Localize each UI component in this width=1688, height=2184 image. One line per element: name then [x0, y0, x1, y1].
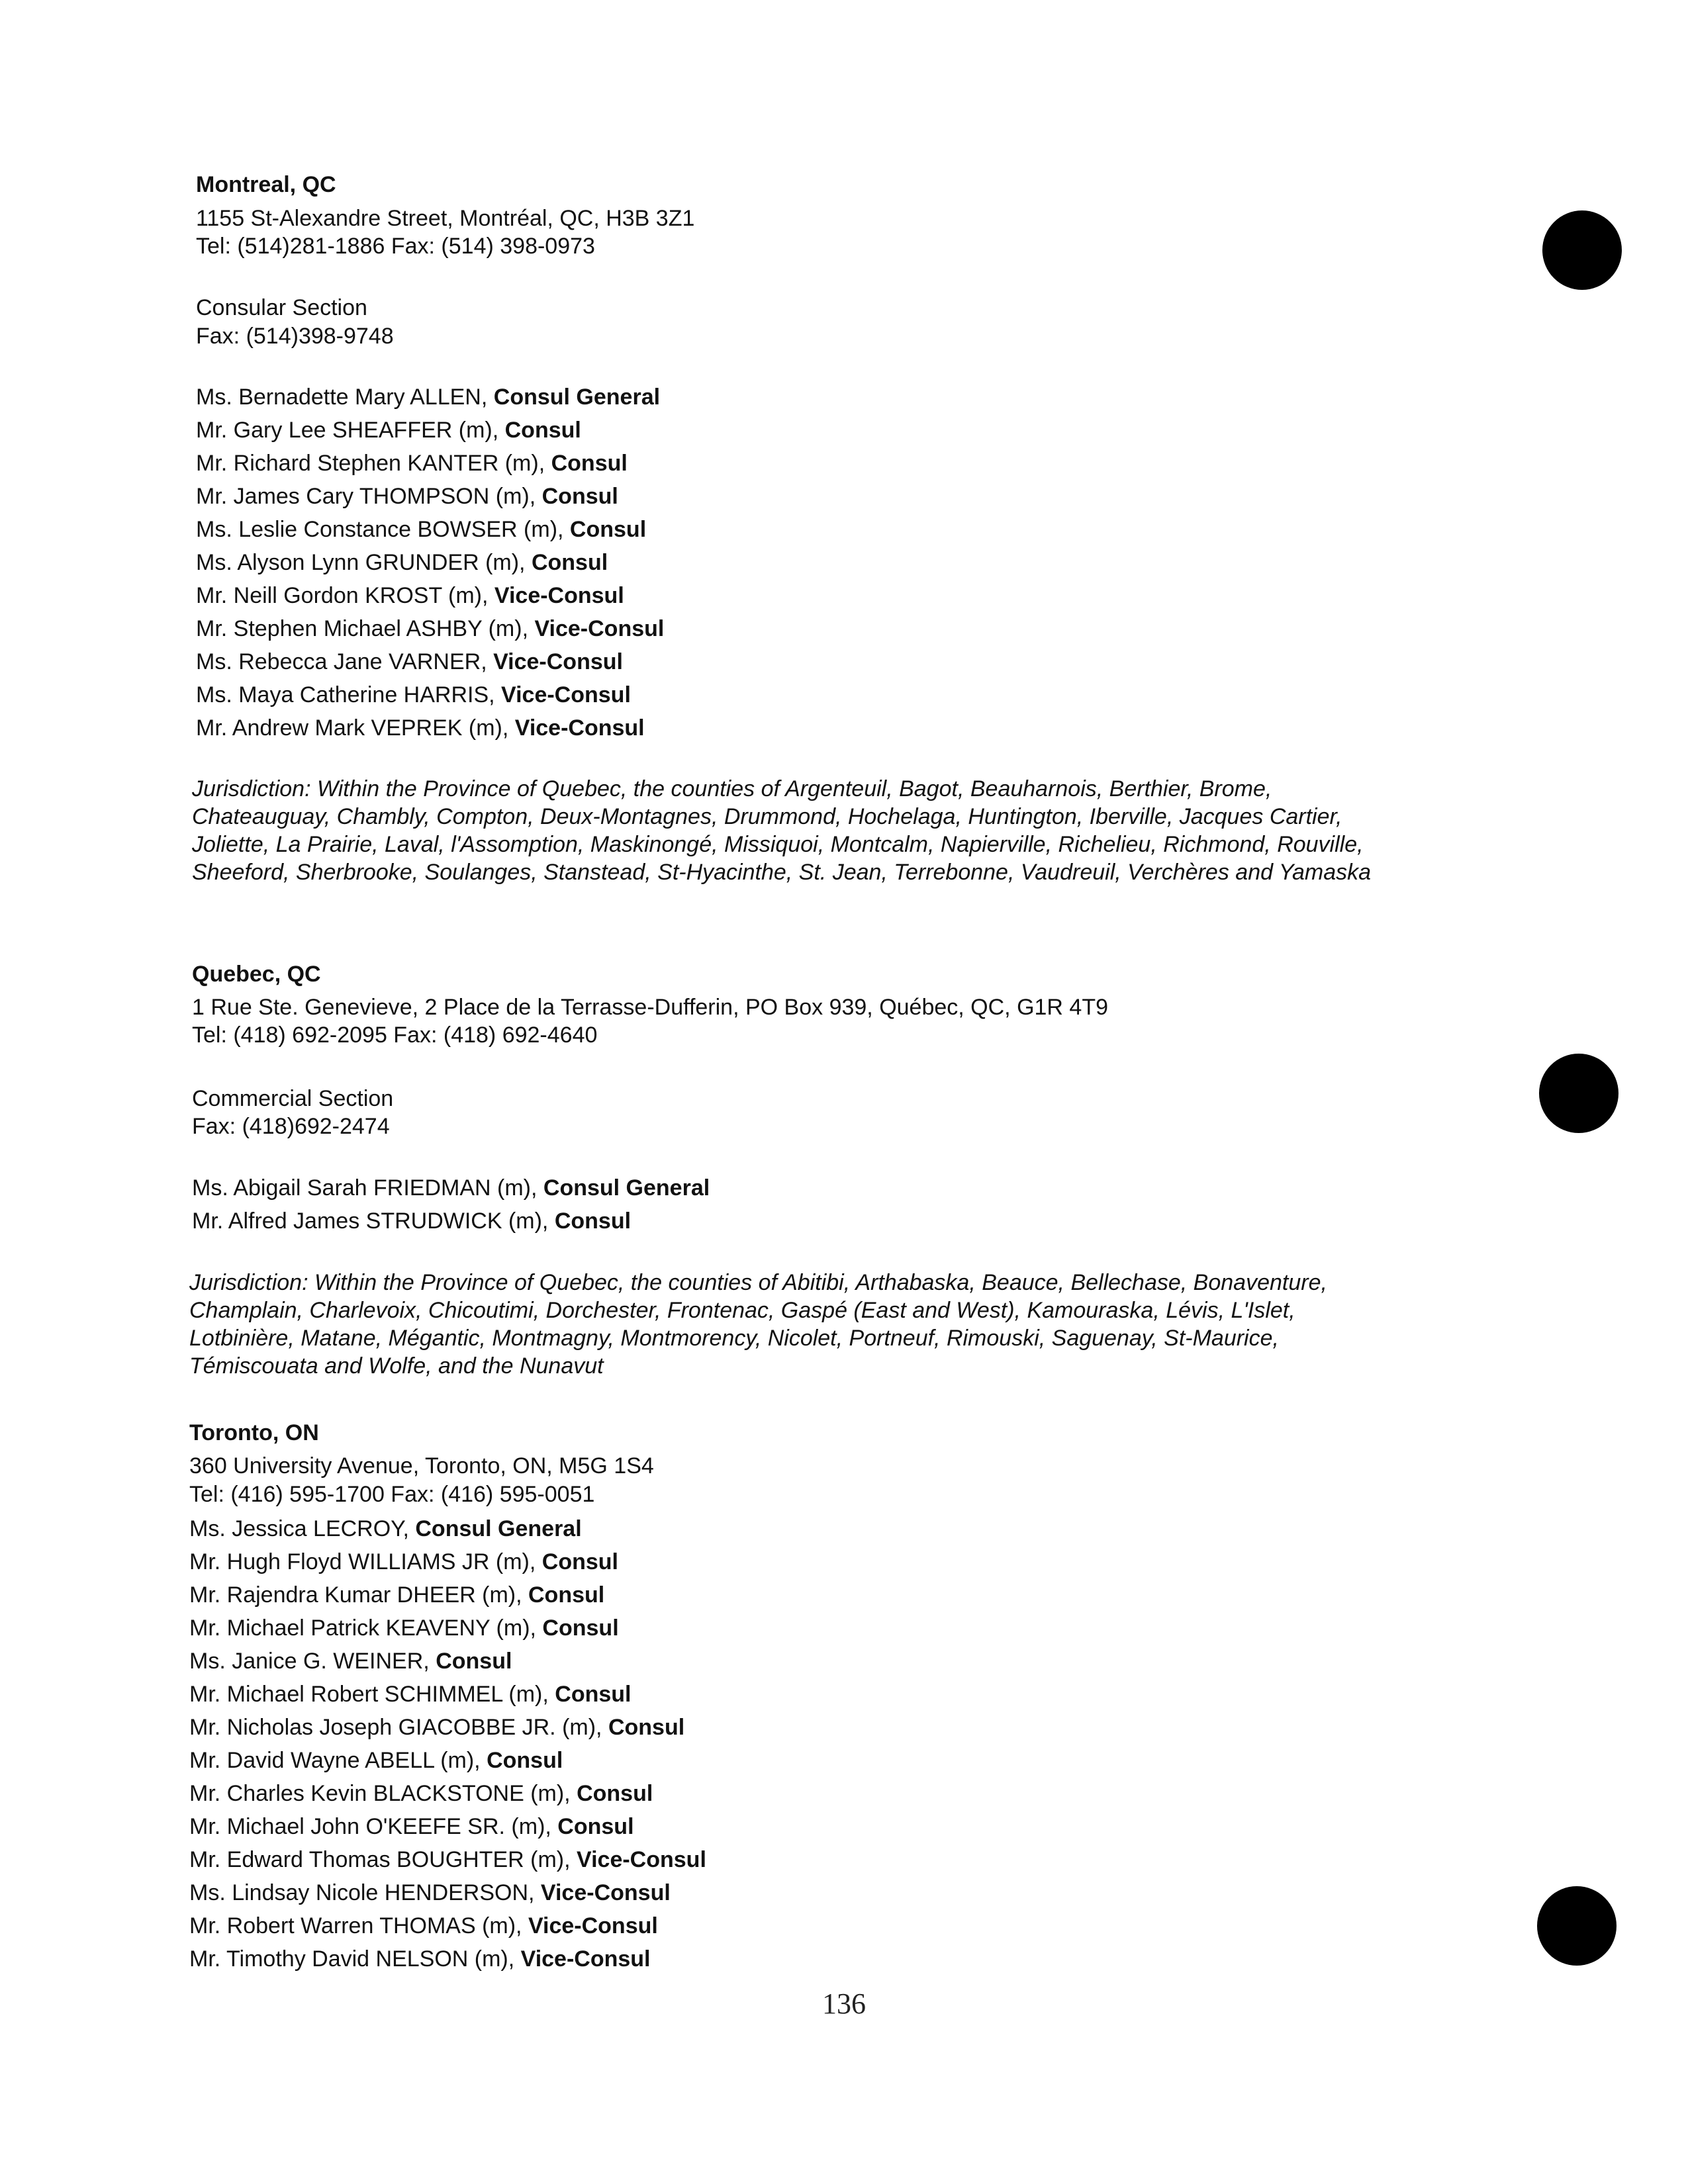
staff-name: Mr. Charles Kevin BLACKSTONE (m), — [189, 1781, 577, 1806]
staff-title: Vice-Consul — [514, 715, 645, 741]
staff-name: Ms. Jessica LECROY, — [189, 1516, 416, 1541]
staff-name: Mr. Edward Thomas BOUGHTER (m), — [189, 1847, 577, 1872]
staff-title: Vice-Consul — [493, 649, 623, 674]
staff-title: Consul General — [493, 385, 661, 410]
staff-entry — [189, 1582, 604, 1609]
staff-title: Vice-Consul — [501, 682, 631, 707]
staff-title: Consul — [557, 1814, 634, 1839]
staff-title: Consul — [569, 517, 647, 542]
staff-entry — [189, 1516, 582, 1543]
jurisdiction-line: Lotbinière, Matane, Mégantic, Montmagny, Montmorency, Nicolet, Portneuf, Rimouski, Saguenay, St-Maurice, — [189, 1326, 1279, 1351]
address-toronto: 360 University Avenue, Toronto, ON, M5G 1S4 — [189, 1453, 654, 1479]
staff-entry — [196, 582, 624, 610]
staff-name: Mr. Timothy David NELSON (m), — [189, 1946, 521, 1972]
punch-hole — [1539, 1054, 1618, 1133]
staff-entry — [189, 1946, 651, 1973]
staff-entry — [196, 649, 623, 676]
staff-title: Consul — [541, 1549, 618, 1574]
staff-title: Consul — [541, 484, 618, 509]
staff-name: Mr. Michael Robert SCHIMMEL (m), — [189, 1682, 555, 1707]
section-heading-quebec: Quebec, QC — [192, 962, 321, 987]
section-heading-montreal: Montreal, QC — [196, 172, 336, 197]
staff-title: Vice-Consul — [540, 1880, 671, 1905]
staff-title: Consul — [436, 1649, 512, 1674]
staff-name: Mr. Hugh Floyd WILLIAMS JR (m), — [189, 1549, 542, 1574]
staff-title: Consul — [504, 418, 581, 443]
staff-name: Mr. Neill Gordon KROST (m), — [196, 583, 494, 608]
staff-name: Ms. Janice G. WEINER, — [189, 1649, 436, 1674]
jurisdiction-line: Jurisdiction: Within the Province of Quebec, the counties of Argenteuil, Bagot, Beauharnois, Berthier, Brome, — [192, 776, 1272, 801]
staff-title: Consul — [608, 1715, 685, 1740]
staff-entry — [189, 1681, 632, 1708]
staff-name: Mr. Stephen Michael ASHBY (m), — [196, 616, 535, 641]
staff-entry — [189, 1813, 634, 1841]
staff-entry — [192, 1175, 710, 1202]
jurisdiction-line: Chateauguay, Chambly, Compton, Deux-Montagnes, Drummond, Hochelaga, Huntington, Iberville, Jacques Cartier, — [192, 804, 1342, 829]
jurisdiction-line: Joliette, La Prairie, Laval, l'Assomption, Maskinongé, Missiquoi, Montcalm, Napierville, Richelieu, Richmond, Rouville, — [192, 832, 1364, 857]
staff-entry — [189, 1549, 618, 1576]
staff-name: Mr. Robert Warren THOMAS (m), — [189, 1913, 528, 1938]
jurisdiction-line: Jurisdiction: Within the Province of Quebec, the counties of Abitibi, Arthabaska, Beauce, Bellechase, Bonaventure, — [189, 1270, 1327, 1295]
staff-entry — [189, 1880, 671, 1907]
staff-name: Mr. Nicholas Joseph GIACOBBE JR. (m), — [189, 1715, 608, 1740]
jurisdiction-line: Sheeford, Sherbrooke, Soulanges, Stanstead, St-Hyacinthe, St. Jean, Terrebonne, Vaudreuil, Verchères and Yamaska — [192, 860, 1372, 885]
staff-name: Mr. Richard Stephen KANTER (m), — [196, 451, 551, 476]
staff-name: Ms. Abigail Sarah FRIEDMAN (m), — [192, 1175, 543, 1201]
section-heading-toronto: Toronto, ON — [189, 1420, 319, 1445]
staff-title: Vice-Consul — [534, 616, 665, 641]
staff-entry — [189, 1780, 653, 1807]
staff-title: Consul General — [543, 1175, 710, 1201]
staff-name: Ms. Bernadette Mary ALLEN, — [196, 385, 494, 410]
staff-entry — [196, 450, 628, 477]
jurisdiction-line: Témiscouata and Wolfe, and the Nunavut — [189, 1353, 604, 1379]
contact-toronto: Tel: (416) 595-1700 Fax: (416) 595-0051 — [189, 1482, 595, 1507]
staff-title: Consul — [487, 1748, 563, 1773]
staff-entry — [196, 483, 618, 510]
staff-title: Vice-Consul — [528, 1913, 658, 1938]
staff-title: Consul — [555, 1682, 632, 1707]
staff-name: Mr. David Wayne ABELL (m), — [189, 1748, 487, 1773]
contact-montreal: Tel: (514)281-1886 Fax: (514) 398-0973 — [196, 234, 595, 259]
consular-section-fax: Fax: (514)398-9748 — [196, 324, 394, 349]
jurisdiction-line: Champlain, Charlevoix, Chicoutimi, Dorchester, Frontenac, Gaspé (East and West), Kamouraska, Lévis, L'Islet, — [189, 1298, 1295, 1323]
staff-entry — [189, 1913, 658, 1940]
staff-name: Ms. Alyson Lynn GRUNDER (m), — [196, 550, 532, 575]
staff-entry — [192, 1208, 631, 1235]
staff-title: Consul — [577, 1781, 653, 1806]
staff-entry — [196, 715, 645, 742]
staff-entry — [189, 1714, 684, 1741]
address-quebec: 1 Rue Ste. Genevieve, 2 Place de la Terrasse-Dufferin, PO Box 939, Québec, QC, G1R 4T9 — [192, 995, 1109, 1020]
staff-name: Ms. Leslie Constance BOWSER (m), — [196, 517, 570, 542]
punch-hole — [1542, 210, 1622, 290]
staff-title: Consul — [531, 550, 608, 575]
staff-name: Mr. Michael Patrick KEAVENY (m), — [189, 1615, 543, 1641]
staff-title: Consul — [542, 1615, 619, 1641]
punch-hole — [1537, 1886, 1617, 1966]
page-number: 136 — [822, 1987, 866, 2020]
staff-entry — [189, 1846, 706, 1874]
staff-title: Vice-Consul — [577, 1847, 706, 1872]
staff-title: Consul — [554, 1208, 632, 1234]
commercial-section-fax: Fax: (418)692-2474 — [192, 1114, 390, 1139]
staff-name: Ms. Lindsay Nicole HENDERSON, — [189, 1880, 541, 1905]
staff-title: Consul General — [415, 1516, 582, 1541]
consular-section-label: Consular Section — [196, 295, 367, 320]
staff-name: Mr. James Cary THOMPSON (m), — [196, 484, 542, 509]
staff-title: Vice-Consul — [494, 583, 624, 608]
staff-title: Consul — [551, 451, 628, 476]
staff-entry — [196, 417, 581, 444]
staff-name: Ms. Rebecca Jane VARNER, — [196, 649, 494, 674]
address-montreal: 1155 St-Alexandre Street, Montréal, QC, H3B 3Z1 — [196, 206, 695, 231]
staff-entry — [196, 549, 608, 576]
staff-name: Ms. Maya Catherine HARRIS, — [196, 682, 502, 707]
staff-entry — [189, 1615, 619, 1642]
commercial-section-label: Commercial Section — [192, 1086, 394, 1111]
staff-entry — [196, 384, 660, 411]
staff-entry — [189, 1648, 512, 1675]
staff-name: Mr. Andrew Mark VEPREK (m), — [196, 715, 515, 741]
staff-title: Consul — [528, 1582, 605, 1608]
staff-name: Mr. Gary Lee SHEAFFER (m), — [196, 418, 505, 443]
staff-entry — [189, 1747, 563, 1774]
staff-title: Vice-Consul — [520, 1946, 651, 1972]
staff-entry — [196, 516, 646, 543]
staff-name: Mr. Rajendra Kumar DHEER (m), — [189, 1582, 528, 1608]
staff-name: Mr. Alfred James STRUDWICK (m), — [192, 1208, 555, 1234]
contact-quebec: Tel: (418) 692-2095 Fax: (418) 692-4640 — [192, 1023, 598, 1048]
staff-entry — [196, 682, 631, 709]
staff-entry — [196, 615, 664, 643]
staff-name: Mr. Michael John O'KEEFE SR. (m), — [189, 1814, 558, 1839]
